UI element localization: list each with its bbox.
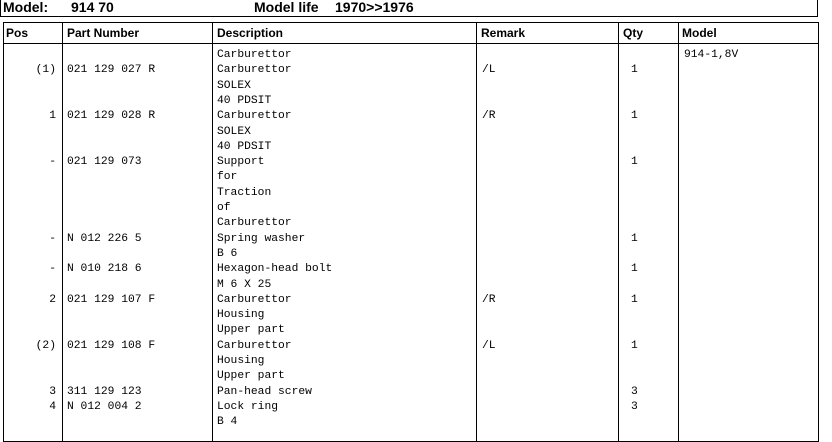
description-line: Carburettor	[217, 64, 292, 77]
description-line: of	[217, 202, 231, 214]
part-number-cell: 021 129 028 R	[67, 110, 156, 123]
description-line: Carburettor	[217, 49, 292, 61]
qty-cell: 3	[631, 385, 638, 398]
description-line: B 6	[217, 247, 238, 260]
remark-cell: /R	[482, 110, 496, 123]
column-divider	[62, 23, 63, 441]
part-number-cell: 021 129 108 F	[67, 339, 156, 352]
column-header-qty: Qty	[623, 26, 644, 40]
description-line: Housing	[217, 355, 265, 367]
description-line: Support	[217, 156, 265, 169]
pos-cell: (2)	[35, 339, 56, 352]
part-number-cell: N 010 218 6	[67, 263, 142, 276]
description-line: Spring washer	[217, 232, 306, 245]
description-line: Carburettor	[217, 293, 292, 306]
description-line: Carburettor	[217, 217, 292, 230]
description-line: Carburettor	[217, 110, 292, 123]
qty-cell: 1	[631, 263, 638, 276]
qty-cell: 3	[631, 400, 638, 413]
column-divider	[678, 23, 679, 441]
part-number-cell: 021 129 073	[67, 156, 142, 169]
column-header-part-number: Part Number	[67, 26, 140, 40]
pos-cell: 1	[49, 110, 56, 123]
column-divider	[476, 23, 477, 441]
pos-cell: (1)	[35, 64, 56, 77]
remark-cell: /L	[482, 64, 496, 77]
column-header-model: Model	[682, 26, 717, 40]
description-line: SOLEX	[217, 125, 251, 138]
description-line: B 4	[217, 416, 238, 429]
table-header-row	[4, 23, 818, 44]
description-line: for	[217, 171, 238, 184]
qty-cell: 1	[631, 339, 638, 352]
qty-cell: 1	[631, 293, 638, 306]
qty-cell: 1	[631, 232, 638, 245]
pos-cell: 4	[49, 400, 56, 413]
part-number-cell: N 012 004 2	[67, 400, 142, 413]
parts-table	[3, 22, 819, 442]
model-value: 914 70	[71, 0, 114, 15]
model-label: Model:	[3, 0, 49, 15]
column-header-pos: Pos	[6, 26, 29, 40]
description-line: Lock ring	[217, 400, 279, 413]
description-line: SOLEX	[217, 79, 251, 92]
description-line: 40 PDSIT	[217, 94, 272, 107]
qty-cell: 1	[631, 110, 638, 123]
description-line: Hexagon-head bolt	[217, 263, 333, 276]
model-cell: 914-1,8V	[684, 49, 739, 61]
description-line: Carburettor	[217, 339, 292, 352]
part-number-cell: 021 129 027 R	[67, 64, 156, 77]
column-header-description: Description	[217, 26, 284, 40]
column-divider	[618, 23, 619, 441]
part-number-cell: 311 129 123	[67, 385, 142, 398]
description-line: Upper part	[217, 370, 285, 383]
model-life-label: Model life	[254, 0, 319, 15]
pos-cell: 3	[49, 385, 56, 398]
description-line: Upper part	[217, 324, 285, 337]
pos-cell: -	[49, 156, 56, 169]
description-line: M 6 X 25	[217, 278, 272, 291]
remark-cell: /R	[482, 293, 496, 306]
pos-cell: -	[49, 232, 56, 245]
description-line: Pan-head screw	[217, 385, 312, 398]
pos-cell: 2	[49, 293, 56, 306]
remark-cell: /L	[482, 339, 496, 352]
column-divider	[212, 23, 213, 441]
qty-cell: 1	[631, 64, 638, 77]
description-line: 40 PDSIT	[217, 140, 272, 153]
qty-cell: 1	[631, 156, 638, 169]
description-line: Housing	[217, 309, 265, 322]
column-header-remark: Remark	[481, 26, 526, 40]
description-line: Traction	[217, 186, 272, 199]
page-header	[0, 0, 818, 17]
part-number-cell: N 012 226 5	[67, 232, 142, 245]
pos-cell: -	[49, 263, 56, 276]
part-number-cell: 021 129 107 F	[67, 293, 156, 306]
model-life-value: 1970>>1976	[335, 0, 414, 15]
